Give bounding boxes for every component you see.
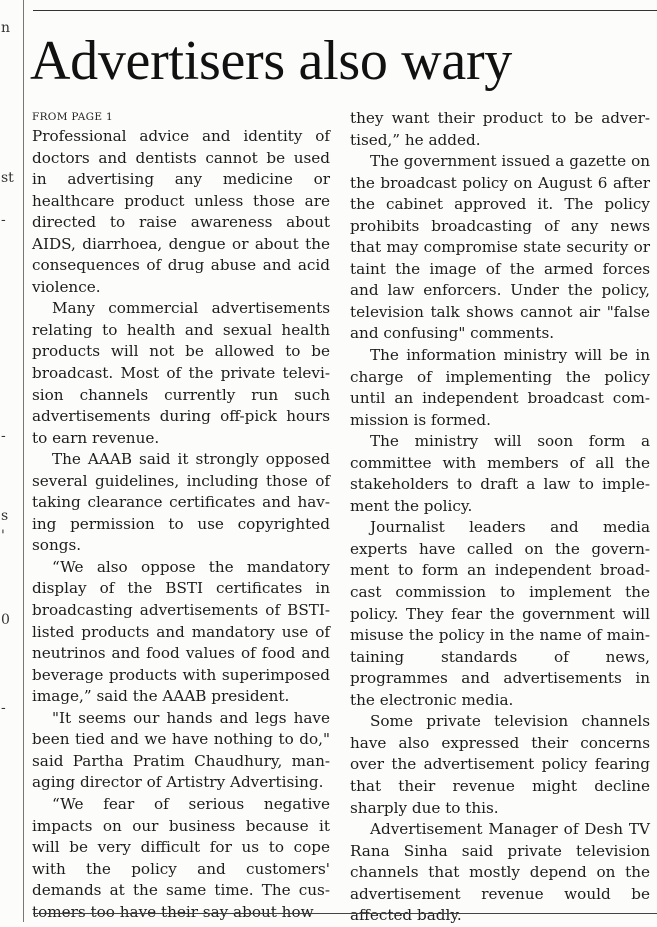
article-column-right (350, 108, 650, 925)
headline: Advertisers also wary (30, 30, 513, 92)
top-rule (33, 10, 657, 11)
gutter-fragment: - (1, 212, 6, 228)
gutter-fragment: - (1, 428, 6, 444)
paragraph: The government issued a gazette on the broadcast policy on August 6 after the cabinet approved it. The policy prohibits broadcasting of any news that may compromise state security or taint the image of the armed forces and law enforcers. Under the policy, television talk shows cannot air "false and confusing" comments. (350, 152, 650, 343)
continuation-label: FROM PAGE 1 (32, 111, 113, 123)
gutter-fragment: 0 (1, 612, 10, 628)
paragraph: they want their product to be advertised,” he added. (350, 109, 650, 149)
paragraph: The AAAB said it strongly opposed several guidelines, including those of taking clearance certificates and having permission to use copyrighted songs. (32, 450, 330, 555)
paragraph: Advertisement Manager of Desh TV Rana Sinha said private television channels that mostly depend on the advertisement revenue would be affected badly. (350, 820, 650, 925)
paragraph: "It seems our hands and legs have been tied and we have nothing to do," said Partha Pratim Chaudhury, managing director of Artistry Advertising. (32, 708, 330, 792)
gutter-fragment: n (1, 20, 11, 36)
column-rule (23, 0, 24, 922)
gutter-fragment: s (1, 508, 9, 524)
paragraph: Many commercial advertisements relating to health and sexual health products will not be allowed to be broadcast. Most of the private television channels currently run such advertisements during off-pick hours to earn revenue. (32, 299, 330, 447)
gutter-fragment: - (1, 700, 6, 716)
gutter-fragment: st (1, 170, 14, 186)
paragraph: The information ministry will be in charge of implementing the policy until an independent broadcast commission is formed. (350, 346, 650, 429)
paragraph: Some private television channels have also expressed their concerns over the advertisement policy fearing that their revenue might decline sharply due to this. (350, 712, 650, 817)
paragraph: The ministry will soon form a committee with members of all the stakeholders to draft a law to implement the policy. (350, 432, 650, 515)
bottom-rule (33, 913, 657, 914)
paragraph: Journalist leaders and media experts have called on the government to form an independent broadcast commission to implement the policy. They fear the government will misuse the policy in the name of maintaining standards of news, programmes and advertisements in the electronic media. (350, 518, 650, 709)
paragraph: Professional advice and identity of doctors and dentists cannot be used in advertising any medicine or healthcare product unless those are directed to raise awareness about AIDS, diarrhoea, dengue or about the consequences of drug abuse and acid violence. (32, 127, 330, 296)
article-column-left (32, 110, 330, 921)
paragraph: “We also oppose the mandatory display of the BSTI certificates in broadcasting advertisements of BSTI-listed products and mandatory use of neutrinos and food values of food and beverage products with superimposed image,” said the AAAB president. (32, 557, 330, 706)
gutter-fragment: ' (1, 528, 5, 544)
paragraph: “We fear of serious negative impacts on our business because it will be very difficult for us to cope with the policy and customers' demands at the same time. The customers too have their say about how (32, 794, 330, 921)
